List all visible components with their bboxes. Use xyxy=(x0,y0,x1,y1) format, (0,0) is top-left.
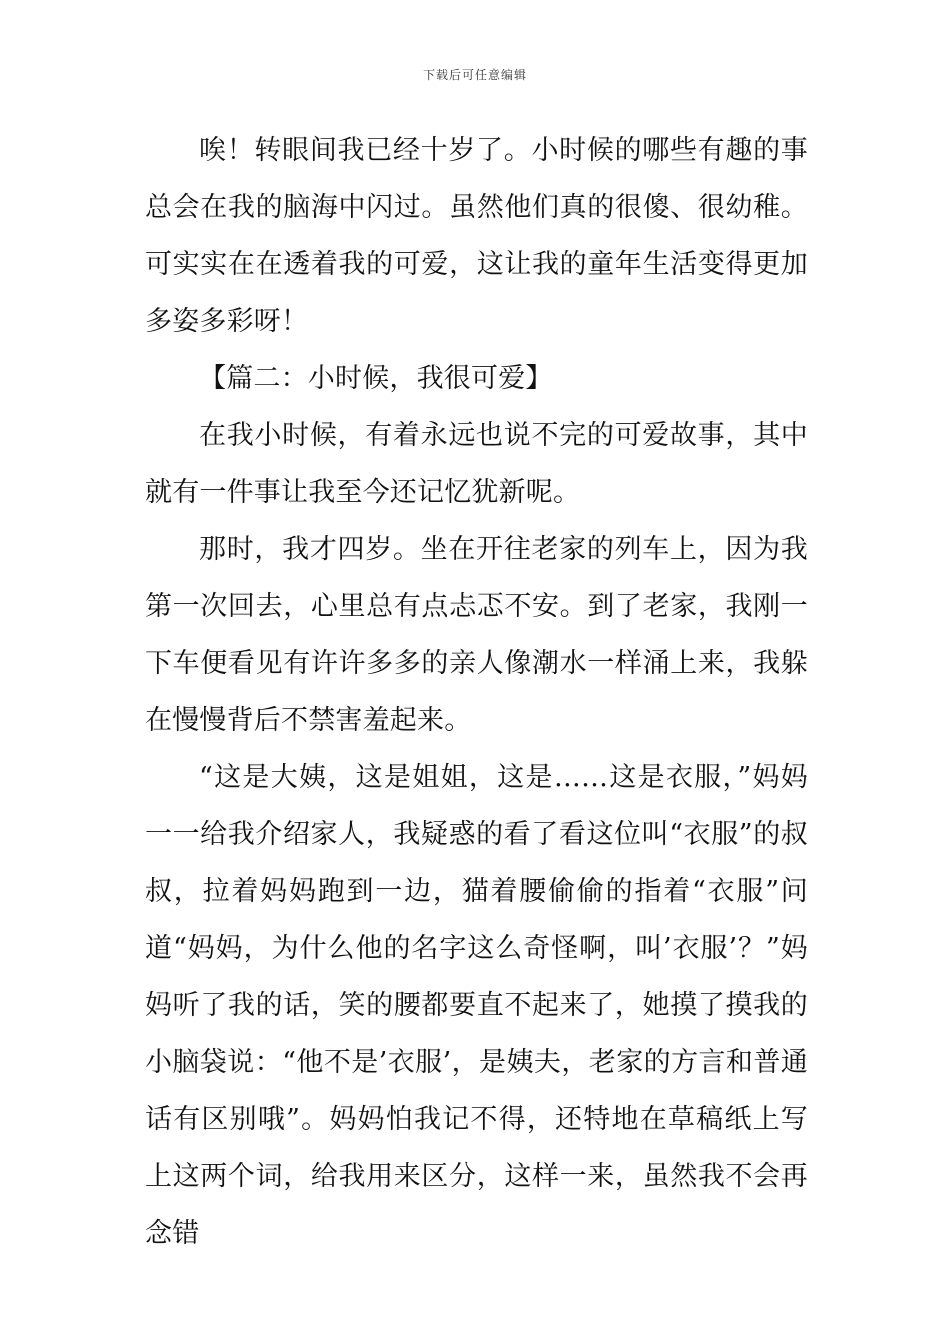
header-note: 下载后可任意编辑 xyxy=(422,68,527,82)
paragraph-story-opening: 在我小时候，有着永远也说不完的可爱故事，其中就有一件事让我至今还记忆犹新呢。 xyxy=(145,420,808,508)
paragraph-train-trip: 那时，我才四岁。坐在开往老家的列车上，因为我第一次回去，心里总有点忐忑不安。到了老家，我刚一下车便看见有许许多多的亲人像潮水一样涌上来，我躲在慢慢背后不禁害羞起来。 xyxy=(145,534,808,736)
paragraph-introductions: “这是大姨，这是姐姐，这是……这是衣服，”妈妈一一给我介绍家人，我疑惑的看了看这位叫“衣服”的叔叔，拉着妈妈跑到一边，猫着腰偷偷的指着“衣服”问道“妈妈，为什么他的名字这么奇怪啊，叫’衣服’？”妈妈听了我的话，笑的腰都要直不起来了，她摸了摸我的小脑袋说：“他不是’衣服’，是姨夫，老家的方言和普通话有区别哦”。妈妈怕我记不得，还特地在草稿纸上写上这两个词，给我用来区分，这样一来，虽然我不会再念错 xyxy=(145,762,808,1249)
paragraph-intro: 唉！转眼间我已经十岁了。小时候的哪些有趣的事总会在我的脑海中闪过。虽然他们真的很傻、很幼稚。可实实在在透着我的可爱，这让我的童年生活变得更加多姿多彩呀！ xyxy=(145,135,808,337)
document-body xyxy=(145,122,808,1262)
section-heading: 【篇二：小时候，我很可爱】 xyxy=(199,363,553,394)
